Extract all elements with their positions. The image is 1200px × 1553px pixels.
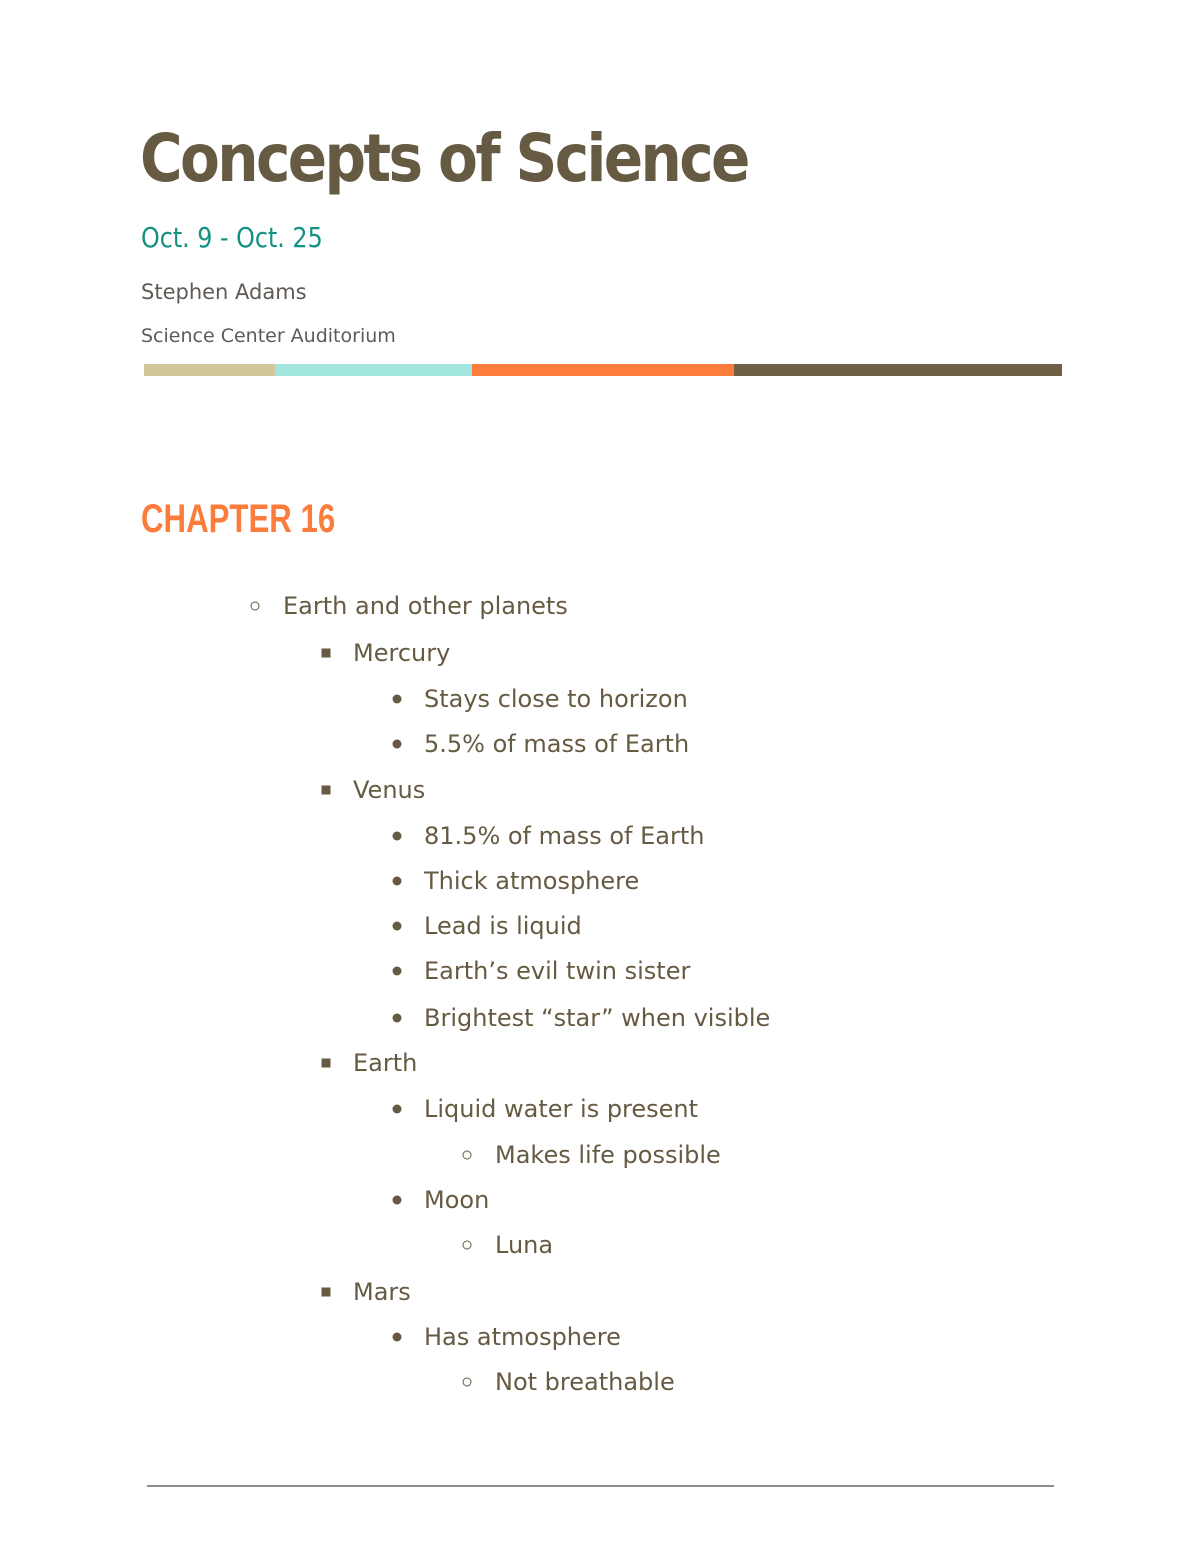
list-item: [0, 866, 1200, 896]
divider-segment-brown: [734, 364, 1062, 376]
list-item-text: Earth: [353, 1049, 418, 1077]
list-item-text: Makes life possible: [495, 1141, 721, 1169]
circle-icon: [463, 1151, 472, 1160]
list-item: [0, 1185, 1200, 1215]
divider-segment-aqua: [275, 364, 472, 376]
disc-icon: [393, 922, 402, 931]
color-divider-bar: [144, 364, 1062, 376]
disc-icon: [393, 695, 402, 704]
list-item: [0, 1003, 1200, 1033]
list-item: [0, 1140, 1200, 1170]
list-item: [0, 1367, 1200, 1397]
disc-icon: [393, 1333, 402, 1342]
list-item-text: Mars: [353, 1278, 411, 1306]
list-item-text: 81.5% of mass of Earth: [424, 822, 705, 850]
list-item-text: Earth’s evil twin sister: [424, 957, 691, 985]
divider-segment-tan: [144, 364, 275, 376]
list-item-text: Brightest “star” when visible: [424, 1004, 771, 1032]
circle-icon: [251, 602, 260, 611]
document-title: Concepts of Science: [140, 120, 748, 197]
list-item: [0, 591, 1200, 621]
disc-icon: [393, 877, 402, 886]
list-item-text: 5.5% of mass of Earth: [424, 730, 690, 758]
disc-icon: [393, 1014, 402, 1023]
list-item-text: Stays close to horizon: [424, 685, 688, 713]
list-item-text: Thick atmosphere: [424, 867, 640, 895]
list-item: [0, 775, 1200, 805]
list-item-text: Not breathable: [495, 1368, 675, 1396]
list-item-text: Mercury: [353, 639, 451, 667]
list-item: [0, 821, 1200, 851]
list-item: [0, 638, 1200, 668]
disc-icon: [393, 1105, 402, 1114]
list-item-text: Liquid water is present: [424, 1095, 699, 1123]
presenter-name: Stephen Adams: [141, 280, 307, 304]
disc-icon: [393, 1196, 402, 1205]
footer-divider: [147, 1485, 1054, 1487]
disc-icon: [393, 740, 402, 749]
list-item: [0, 911, 1200, 941]
list-item-text: Luna: [495, 1231, 554, 1259]
list-item: [0, 1277, 1200, 1307]
list-item-text: Lead is liquid: [424, 912, 582, 940]
list-item-text: Moon: [424, 1186, 490, 1214]
square-icon: [322, 649, 331, 658]
list-item-text: Earth and other planets: [283, 592, 568, 620]
divider-segment-orange: [472, 364, 734, 376]
chapter-heading: CHAPTER 16: [141, 497, 336, 541]
square-icon: [322, 1288, 331, 1297]
list-item: [0, 1322, 1200, 1352]
list-item: [0, 684, 1200, 714]
list-item: [0, 956, 1200, 986]
circle-icon: [463, 1241, 472, 1250]
list-item: [0, 1094, 1200, 1124]
list-item-text: Has atmosphere: [424, 1323, 621, 1351]
square-icon: [322, 1059, 331, 1068]
disc-icon: [393, 832, 402, 841]
circle-icon: [463, 1378, 472, 1387]
square-icon: [322, 786, 331, 795]
list-item: [0, 729, 1200, 759]
date-range: Oct. 9 - Oct. 25: [141, 221, 323, 254]
disc-icon: [393, 967, 402, 976]
event-location: Science Center Auditorium: [141, 325, 396, 347]
list-item: [0, 1048, 1200, 1078]
list-item-text: Venus: [353, 776, 426, 804]
list-item: [0, 1230, 1200, 1260]
